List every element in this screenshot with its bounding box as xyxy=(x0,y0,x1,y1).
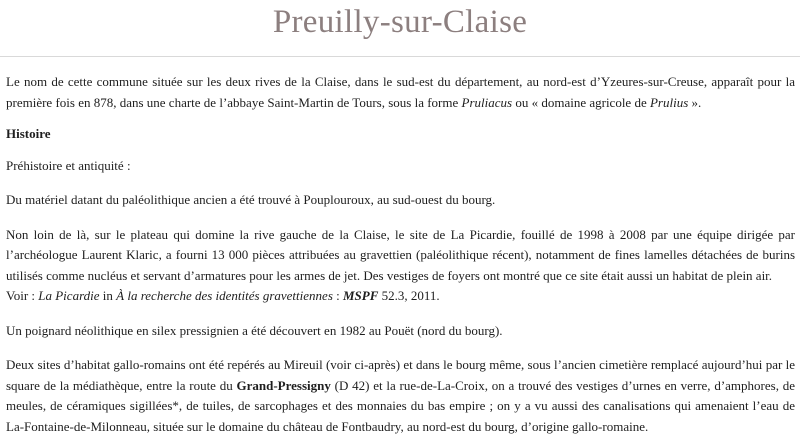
intro-text-2: ou « domaine agricole de xyxy=(512,94,650,110)
intro-form-1: Pruliacus xyxy=(461,94,513,110)
intro-form-2: Prulius xyxy=(649,94,689,110)
gallo-romains-text-2: (D 42) et la rue-de-La-Croix, on a trouvé des vestiges d’urnes en verre, d’amphores, de meules, de céramiques sigillées*, de tuiles, de sarcophages et des monnaies du bas empire ; on y a vu aussi des canalisations qui amenaient l’eau de La-Fontaine-de-Milonneau, située sur le domaine du château de Fontbaudry, au nord-est du bourg, d’origine gallo-romaine. xyxy=(6,377,795,434)
la-picardie-text: Non loin de là, sur le plateau qui domine la rive gauche de la Claise, le site de La Picardie, fouillé de 1998 à 2008 par une équipe dirigée par l’archéologue Laurent Klaric, a fourni 13 000 pièces attribuées au gravettien (paléolithique récent), notamment de fines lamelles détachées de burins utilisés comme nucléus et servant d’armatures pour les armes de jet. Des vestiges de foyers ont montré que ce site était aussi un habitat de plein air. xyxy=(6,226,795,283)
paragraph-la-picardie xyxy=(6,225,795,307)
section-heading-histoire: Histoire xyxy=(6,126,51,141)
intro-paragraph xyxy=(6,72,795,113)
intro-text-1: Le nom de cette commune située sur les deux rives de la Claise, dans le sud-est du département, au nord-est d’Yzeures-sur-Creuse, apparaît pour la première fois en 878, dans une charte de l’abbaye Saint-Martin de Tours, sous la forme xyxy=(6,74,795,110)
reference-suffix: 52.3, 2011. xyxy=(378,288,440,303)
grand-pressigny-name: Grand-Pressigny xyxy=(236,377,331,393)
reference-journal: MSPF xyxy=(343,288,379,303)
intro-text-3: ». xyxy=(688,94,702,110)
title-divider xyxy=(0,56,800,57)
paragraph-gallo-romains xyxy=(6,355,795,437)
reference-prefix: Voir : xyxy=(6,288,39,303)
gallo-romains-text-1: Deux sites d’habitat gallo-romains ont été repérés au Mireuil (voir ci-après) et dans le bourg même, sous l’ancien cimetière remplacé aujourd’hui par le square de la médiathèque, entre la route du xyxy=(6,357,795,393)
paragraph-paleolithique: Du matériel datant du paléolithique ancien a été trouvé à Pouplouroux, au sud-ouest du bourg. xyxy=(6,192,496,207)
subheading-prehistoire: Préhistoire et antiquité : xyxy=(6,157,131,173)
reference-title: La Picardie xyxy=(38,288,100,303)
reference-sep: : xyxy=(332,288,343,303)
paragraph-poignard: Un poignard néolithique en silex pressignien a été découvert en 1982 au Pouët (nord du bourg). xyxy=(6,322,503,338)
article-body xyxy=(0,72,800,437)
page-title: Preuilly-sur-Claise xyxy=(272,4,528,40)
reference-book: À la recherche des identités gravettiennes xyxy=(116,288,333,303)
reference-in: in xyxy=(99,288,117,303)
